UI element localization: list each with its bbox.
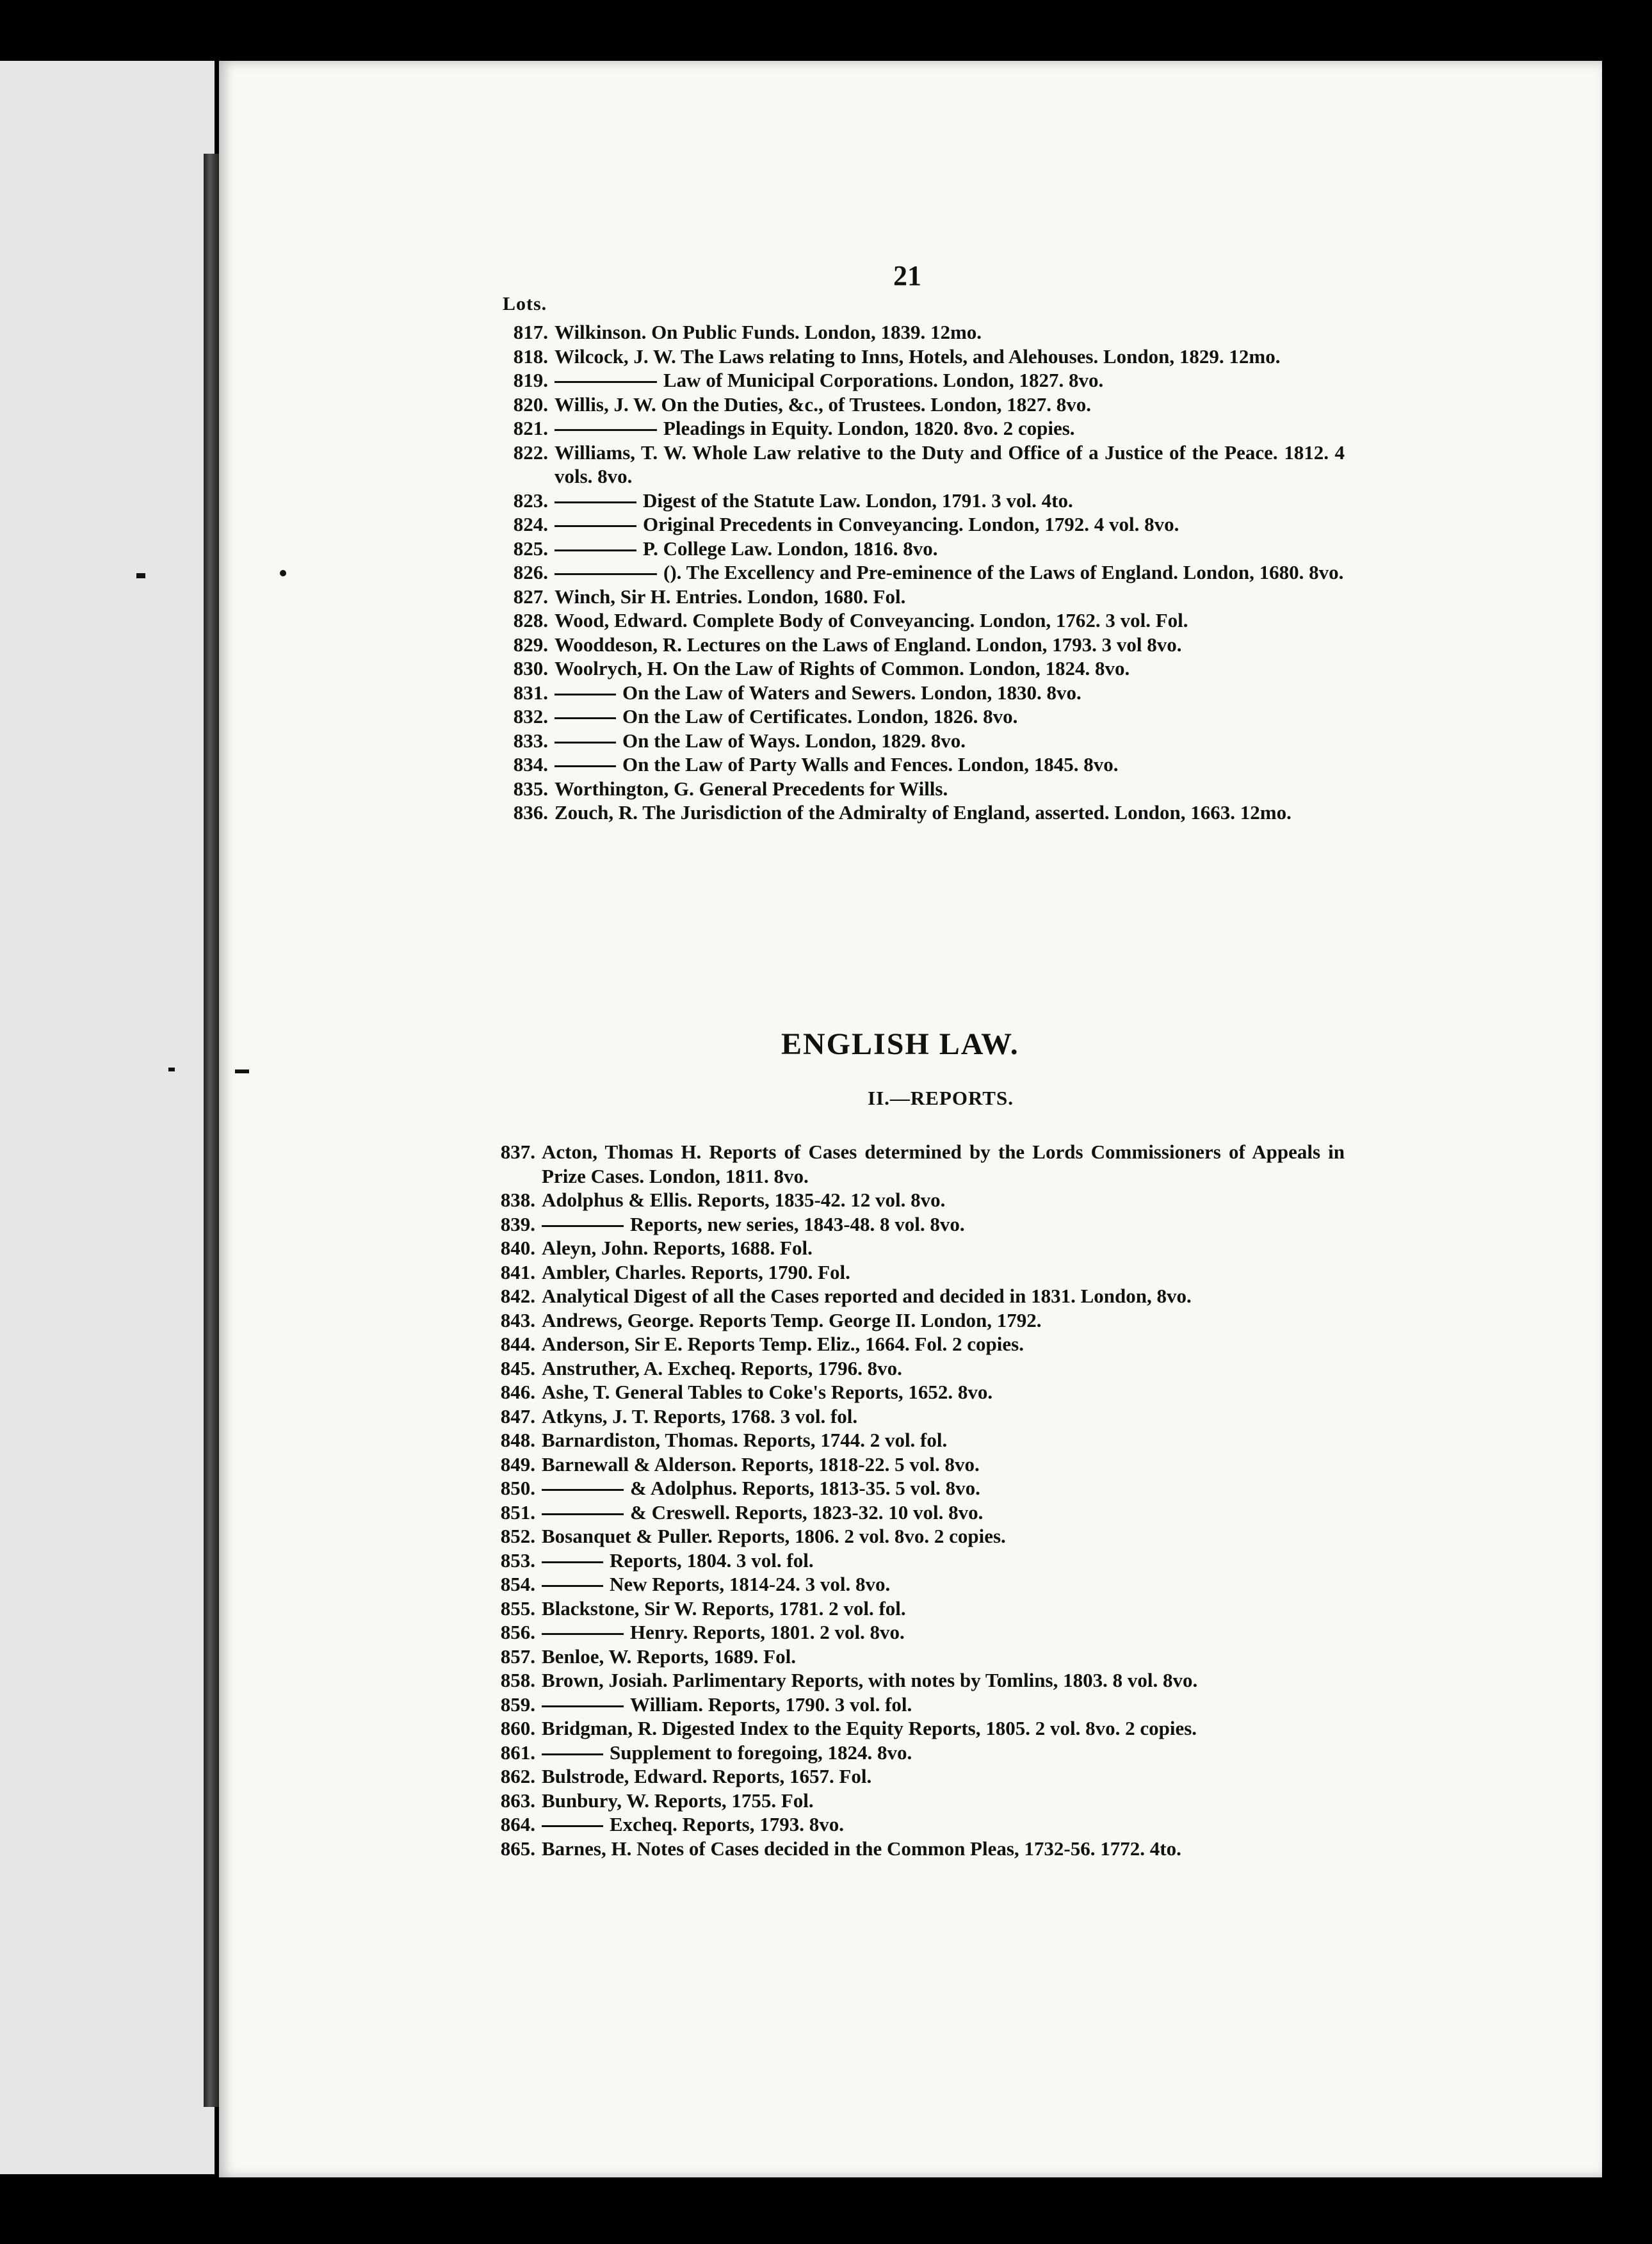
entry-text-line (542, 1308, 1345, 1333)
entry-text: Wood, Edward. Complete Body of Conveyancing. London, 1762. 3 vol. Fol. (555, 609, 1188, 631)
entry-text-line (555, 752, 1345, 777)
entry-text-line (542, 1693, 1345, 1717)
entry-text: Original Precedents in Conveyancing. London, 1792. 4 vol. 8vo. (643, 513, 1179, 535)
entry-text: & Adolphus. Reports, 1813-35. 5 vol. 8vo. (630, 1477, 980, 1499)
entry-text: Adolphus & Ellis. Reports, 1835-42. 12 vol. 8vo. (542, 1189, 946, 1211)
entry-text: Wilcock, J. W. The Laws relating to Inns, Hotels, and Alehouses. London, 1829. 12mo. (555, 345, 1281, 368)
ditto-dash (555, 429, 657, 431)
entry-text: Zouch, R. The Jurisdiction of the Admiralty of England, asserted. London, 1663. 12mo. (555, 801, 1292, 824)
catalog-entry (480, 1380, 1345, 1404)
lot-number: 832. (513, 705, 548, 728)
entry-text: Supplement to foregoing, 1824. 8vo. (610, 1741, 912, 1764)
lot-number: 822. (513, 441, 548, 464)
lot-number: 819. (513, 369, 548, 391)
lot-number: 820. (513, 393, 548, 416)
entry-text-line (555, 777, 1345, 801)
entry-text-line (555, 393, 1345, 417)
ditto-dash (542, 1225, 624, 1227)
ditto-dash (555, 573, 657, 575)
lot-number: 842. (500, 1285, 535, 1307)
catalog-entry (480, 1597, 1345, 1621)
ditto-dash (542, 1705, 624, 1707)
entry-text: Barnewall & Alderson. Reports, 1818-22. 5 vol. 8vo. (542, 1452, 980, 1476)
entry-text: Pleadings in Equity. London, 1820. 8vo. 2 copies. (663, 417, 1075, 439)
ditto-dash (555, 525, 636, 527)
catalog-entry (480, 1236, 1345, 1260)
entry-text: Aleyn, John. Reports, 1688. Fol. (542, 1237, 813, 1259)
lot-number: 862. (500, 1765, 535, 1787)
ditto-dash (542, 1513, 624, 1515)
lot-number: 829. (513, 633, 548, 656)
catalog-entry (493, 416, 1345, 441)
catalog-entry (480, 1212, 1345, 1237)
entry-text-line (542, 1837, 1345, 1861)
entry-text-line (542, 1404, 1345, 1429)
entry-text-line (555, 416, 1345, 441)
section-subtitle: II.—REPORTS. (868, 1087, 1014, 1109)
catalog-entry (493, 585, 1345, 609)
catalog-entry (480, 1428, 1345, 1452)
lot-number: 830. (513, 657, 548, 679)
section-title: ENGLISH LAW. (781, 1027, 1019, 1061)
catalog-entry (493, 393, 1345, 417)
entry-text: Willis, J. W. On the Duties, &c., of Trustees. London, 1827. 8vo. (555, 393, 1091, 416)
entry-text-line (542, 1188, 1345, 1212)
entry-text: Atkyns, J. T. Reports, 1768. 3 vol. fol. (542, 1404, 858, 1427)
catalog-entry (493, 777, 1345, 801)
catalog-entry (480, 1260, 1345, 1285)
catalog-entry (493, 681, 1345, 705)
entry-text: Acton, Thomas H. Reports of Cases determined by the Lords Commissioners of Appeals in Prize Cases. London, 1811. 8vo. (542, 1141, 1345, 1187)
lot-number: 858. (500, 1669, 535, 1691)
entry-text: Benloe, W. Reports, 1689. Fol. (542, 1645, 796, 1668)
lot-number: 855. (500, 1597, 535, 1620)
book-spine (204, 154, 219, 2107)
catalog-entry (493, 752, 1345, 777)
entry-text-line (555, 368, 1345, 393)
entry-text-line (542, 1668, 1345, 1693)
entry-text-line (555, 633, 1345, 657)
lot-number: 860. (500, 1717, 535, 1739)
catalog-entry (493, 560, 1345, 585)
lot-number: 838. (500, 1189, 535, 1211)
entry-text-line (555, 729, 1345, 753)
catalog-entry (493, 345, 1345, 369)
entry-text-line (542, 1597, 1345, 1621)
lot-number: 854. (500, 1573, 535, 1595)
entry-text-line (542, 1549, 1345, 1573)
catalog-entry (480, 1284, 1345, 1308)
lot-number: 839. (500, 1212, 535, 1235)
entry-text-line (542, 1789, 1345, 1813)
catalog-entry (493, 368, 1345, 393)
lot-number: 851. (500, 1500, 535, 1524)
entry-text-line (555, 489, 1345, 513)
lot-number: 834. (513, 753, 548, 776)
entry-text-line (542, 1741, 1345, 1765)
catalog-entry (480, 1404, 1345, 1429)
catalog-entry (493, 704, 1345, 729)
entry-text-line (542, 1764, 1345, 1789)
entry-text-line (542, 1284, 1345, 1308)
lot-number: 844. (500, 1333, 535, 1355)
entry-text: Reports, 1804. 3 vol. fol. (610, 1549, 814, 1572)
lot-number: 865. (500, 1837, 535, 1860)
lot-number: 824. (513, 513, 548, 535)
entry-text-line (542, 1620, 1345, 1645)
print-mark (235, 1069, 249, 1073)
lot-number: 859. (500, 1693, 535, 1716)
catalog-entry (480, 1308, 1345, 1333)
lot-number: 849. (500, 1452, 535, 1476)
print-mark (136, 573, 145, 578)
entry-text: Barnes, H. Notes of Cases decided in the Common Pleas, 1732-56. 1772. 4to. (542, 1837, 1181, 1860)
catalog-entry (480, 1668, 1345, 1693)
ditto-dash (555, 549, 636, 551)
lot-number: 825. (513, 537, 548, 560)
catalog-entry (480, 1476, 1345, 1500)
catalog-entry (480, 1837, 1345, 1861)
entry-text-line (542, 1140, 1345, 1188)
lot-number: 847. (500, 1404, 535, 1427)
facing-page-edge (0, 61, 215, 2174)
lot-number: 856. (500, 1621, 535, 1643)
entry-text-line (555, 608, 1345, 633)
entry-text-line (555, 512, 1345, 537)
lot-number: 840. (500, 1237, 535, 1259)
catalog-entry (480, 1452, 1345, 1477)
catalog-entry (480, 1549, 1345, 1573)
lot-number: 827. (513, 585, 548, 608)
catalog-entry (480, 1356, 1345, 1381)
entry-text: Bosanquet & Puller. Reports, 1806. 2 vol. 8vo. 2 copies. (542, 1525, 1006, 1547)
ditto-dash (542, 1585, 603, 1587)
lot-number: 848. (500, 1429, 535, 1451)
catalog-entry (480, 1140, 1345, 1188)
entry-text: Law of Municipal Corporations. London, 1827. 8vo. (663, 369, 1104, 391)
entry-text: P. College Law. London, 1816. 8vo. (643, 537, 938, 560)
lot-number: 835. (513, 777, 548, 800)
ditto-dash (542, 1489, 624, 1491)
catalog-entry (480, 1716, 1345, 1741)
entry-text-line (542, 1380, 1345, 1404)
lot-number: 818. (513, 345, 548, 368)
lot-number: 826. (513, 561, 548, 583)
lot-number: 843. (500, 1308, 535, 1331)
print-mark (280, 570, 286, 576)
entry-text: Anderson, Sir E. Reports Temp. Eliz., 1664. Fol. 2 copies. (542, 1333, 1024, 1355)
lot-number: 841. (500, 1260, 535, 1283)
catalog-entry (480, 1188, 1345, 1212)
lot-number: 833. (513, 729, 548, 752)
ditto-dash (555, 765, 616, 767)
ditto-dash (555, 742, 616, 744)
entry-text: Ashe, T. General Tables to Coke's Reports, 1652. 8vo. (542, 1381, 993, 1403)
entry-text-line (555, 441, 1345, 489)
entry-text-line (542, 1645, 1345, 1669)
ditto-dash (555, 717, 616, 719)
entry-text-line (542, 1500, 1345, 1525)
entry-text: On the Law of Ways. London, 1829. 8vo. (622, 729, 966, 752)
entry-text-line (555, 560, 1345, 585)
entry-text: Digest of the Statute Law. London, 1791. 3 vol. 4to. (643, 489, 1073, 512)
entry-text: Henry. Reports, 1801. 2 vol. 8vo. (630, 1621, 905, 1643)
catalog-entry (480, 1741, 1345, 1765)
entry-text: Worthington, G. General Precedents for Wills. (555, 777, 948, 800)
catalog-entry (493, 801, 1345, 825)
ditto-dash (542, 1753, 603, 1755)
lots-column-label: Lots. (503, 293, 547, 314)
entry-text-line (542, 1452, 1345, 1477)
entry-text: On the Law of Party Walls and Fences. London, 1845. 8vo. (622, 753, 1119, 776)
ditto-dash (542, 1633, 624, 1635)
entry-text-line (555, 585, 1345, 609)
entry-text-line (542, 1716, 1345, 1741)
lot-number: 863. (500, 1789, 535, 1812)
entry-text: Reports, new series, 1843-48. 8 vol. 8vo. (630, 1212, 965, 1235)
entry-text-line (542, 1572, 1345, 1597)
lot-number: 850. (500, 1477, 535, 1499)
entry-text: Analytical Digest of all the Cases reported and decided in 1831. London, 8vo. (542, 1285, 1192, 1307)
catalog-entries-part1 (493, 320, 1345, 825)
catalog-entry (493, 633, 1345, 657)
print-mark (168, 1068, 175, 1071)
page-number: 21 (893, 260, 921, 291)
catalog-entry (493, 729, 1345, 753)
entry-text-line (542, 1812, 1345, 1837)
entry-text: Winch, Sir H. Entries. London, 1680. Fol. (555, 585, 906, 608)
catalog-entry (480, 1332, 1345, 1356)
entry-text: On the Law of Certificates. London, 1826. 8vo. (622, 705, 1018, 728)
lot-number: 864. (500, 1813, 535, 1835)
lot-number: 846. (500, 1381, 535, 1403)
ditto-dash (555, 381, 657, 383)
lot-number: 817. (513, 321, 548, 343)
entry-text: William. Reports, 1790. 3 vol. fol. (630, 1693, 912, 1716)
entry-text: Bunbury, W. Reports, 1755. Fol. (542, 1789, 814, 1812)
entry-text: Anstruther, A. Excheq. Reports, 1796. 8vo. (542, 1356, 902, 1379)
entry-text-line (542, 1476, 1345, 1500)
catalog-entry (493, 608, 1345, 633)
entry-text-line (542, 1428, 1345, 1452)
ditto-dash (542, 1825, 603, 1827)
catalog-entry (493, 656, 1345, 681)
catalog-entry (480, 1500, 1345, 1525)
catalog-entry (480, 1764, 1345, 1789)
entry-text-line (555, 537, 1345, 561)
entry-text-line (555, 801, 1345, 825)
entry-text-line (555, 681, 1345, 705)
lot-number: 837. (500, 1141, 535, 1163)
catalog-entry (480, 1693, 1345, 1717)
entry-text-line (555, 656, 1345, 681)
entry-text: Wilkinson. On Public Funds. London, 1839. 12mo. (555, 321, 982, 343)
catalog-entry (493, 537, 1345, 561)
catalog-entry (480, 1572, 1345, 1597)
lot-number: 828. (513, 609, 548, 631)
entry-text-line (555, 345, 1345, 369)
ditto-dash (555, 694, 616, 695)
entry-text: Andrews, George. Reports Temp. George II. London, 1792. (542, 1308, 1042, 1331)
entry-text: & Creswell. Reports, 1823-32. 10 vol. 8vo. (630, 1500, 984, 1524)
catalog-entry (493, 512, 1345, 537)
catalog-entry (493, 489, 1345, 513)
entry-text-line (542, 1524, 1345, 1549)
entry-text-line (542, 1332, 1345, 1356)
lot-number: 821. (513, 417, 548, 439)
entry-text: Ambler, Charles. Reports, 1790. Fol. (542, 1260, 850, 1283)
entry-text: Bridgman, R. Digested Index to the Equity Reports, 1805. 2 vol. 8vo. 2 copies. (542, 1717, 1197, 1739)
lot-number: 852. (500, 1525, 535, 1547)
ditto-dash (555, 501, 636, 503)
entry-text: Woolrych, H. On the Law of Rights of Common. London, 1824. 8vo. (555, 657, 1130, 679)
lot-number: 823. (513, 489, 548, 512)
entry-text: Excheq. Reports, 1793. 8vo. (610, 1813, 844, 1835)
entry-text: Bulstrode, Edward. Reports, 1657. Fol. (542, 1765, 872, 1787)
entry-text-line (542, 1236, 1345, 1260)
entry-text-line (555, 320, 1345, 345)
entry-text: (). The Excellency and Pre-eminence of the Laws of England. London, 1680. 8vo. (663, 561, 1344, 583)
lot-number: 857. (500, 1645, 535, 1668)
entry-text: Wooddeson, R. Lectures on the Laws of England. London, 1793. 3 vol 8vo. (555, 633, 1182, 656)
entry-text: Williams, T. W. Whole Law relative to the Duty and Office of a Justice of the Peace. 1812. 4 vols. 8vo. (555, 441, 1345, 487)
catalog-entry (480, 1620, 1345, 1645)
catalog-entry (480, 1645, 1345, 1669)
entry-text-line (555, 704, 1345, 729)
catalog-entry (480, 1789, 1345, 1813)
entry-text: Blackstone, Sir W. Reports, 1781. 2 vol. fol. (542, 1597, 906, 1620)
catalog-entry (480, 1812, 1345, 1837)
lot-number: 845. (500, 1356, 535, 1379)
entry-text-line (542, 1260, 1345, 1285)
entry-text: Brown, Josiah. Parlimentary Reports, with notes by Tomlins, 1803. 8 vol. 8vo. (542, 1669, 1198, 1691)
lot-number: 853. (500, 1549, 535, 1572)
entry-text-line (542, 1212, 1345, 1237)
catalog-entries-part2 (480, 1140, 1345, 1860)
catalog-entry (493, 441, 1345, 489)
entry-text: On the Law of Waters and Sewers. London, 1830. 8vo. (622, 681, 1081, 704)
entry-text: New Reports, 1814-24. 3 vol. 8vo. (610, 1573, 891, 1595)
lot-number: 831. (513, 681, 548, 704)
lot-number: 836. (513, 801, 548, 824)
entry-text: Barnardiston, Thomas. Reports, 1744. 2 vol. fol. (542, 1429, 948, 1451)
catalog-entry (480, 1524, 1345, 1549)
entry-text-line (542, 1356, 1345, 1381)
ditto-dash (542, 1561, 603, 1563)
catalog-entry (493, 320, 1345, 345)
lot-number: 861. (500, 1741, 535, 1764)
